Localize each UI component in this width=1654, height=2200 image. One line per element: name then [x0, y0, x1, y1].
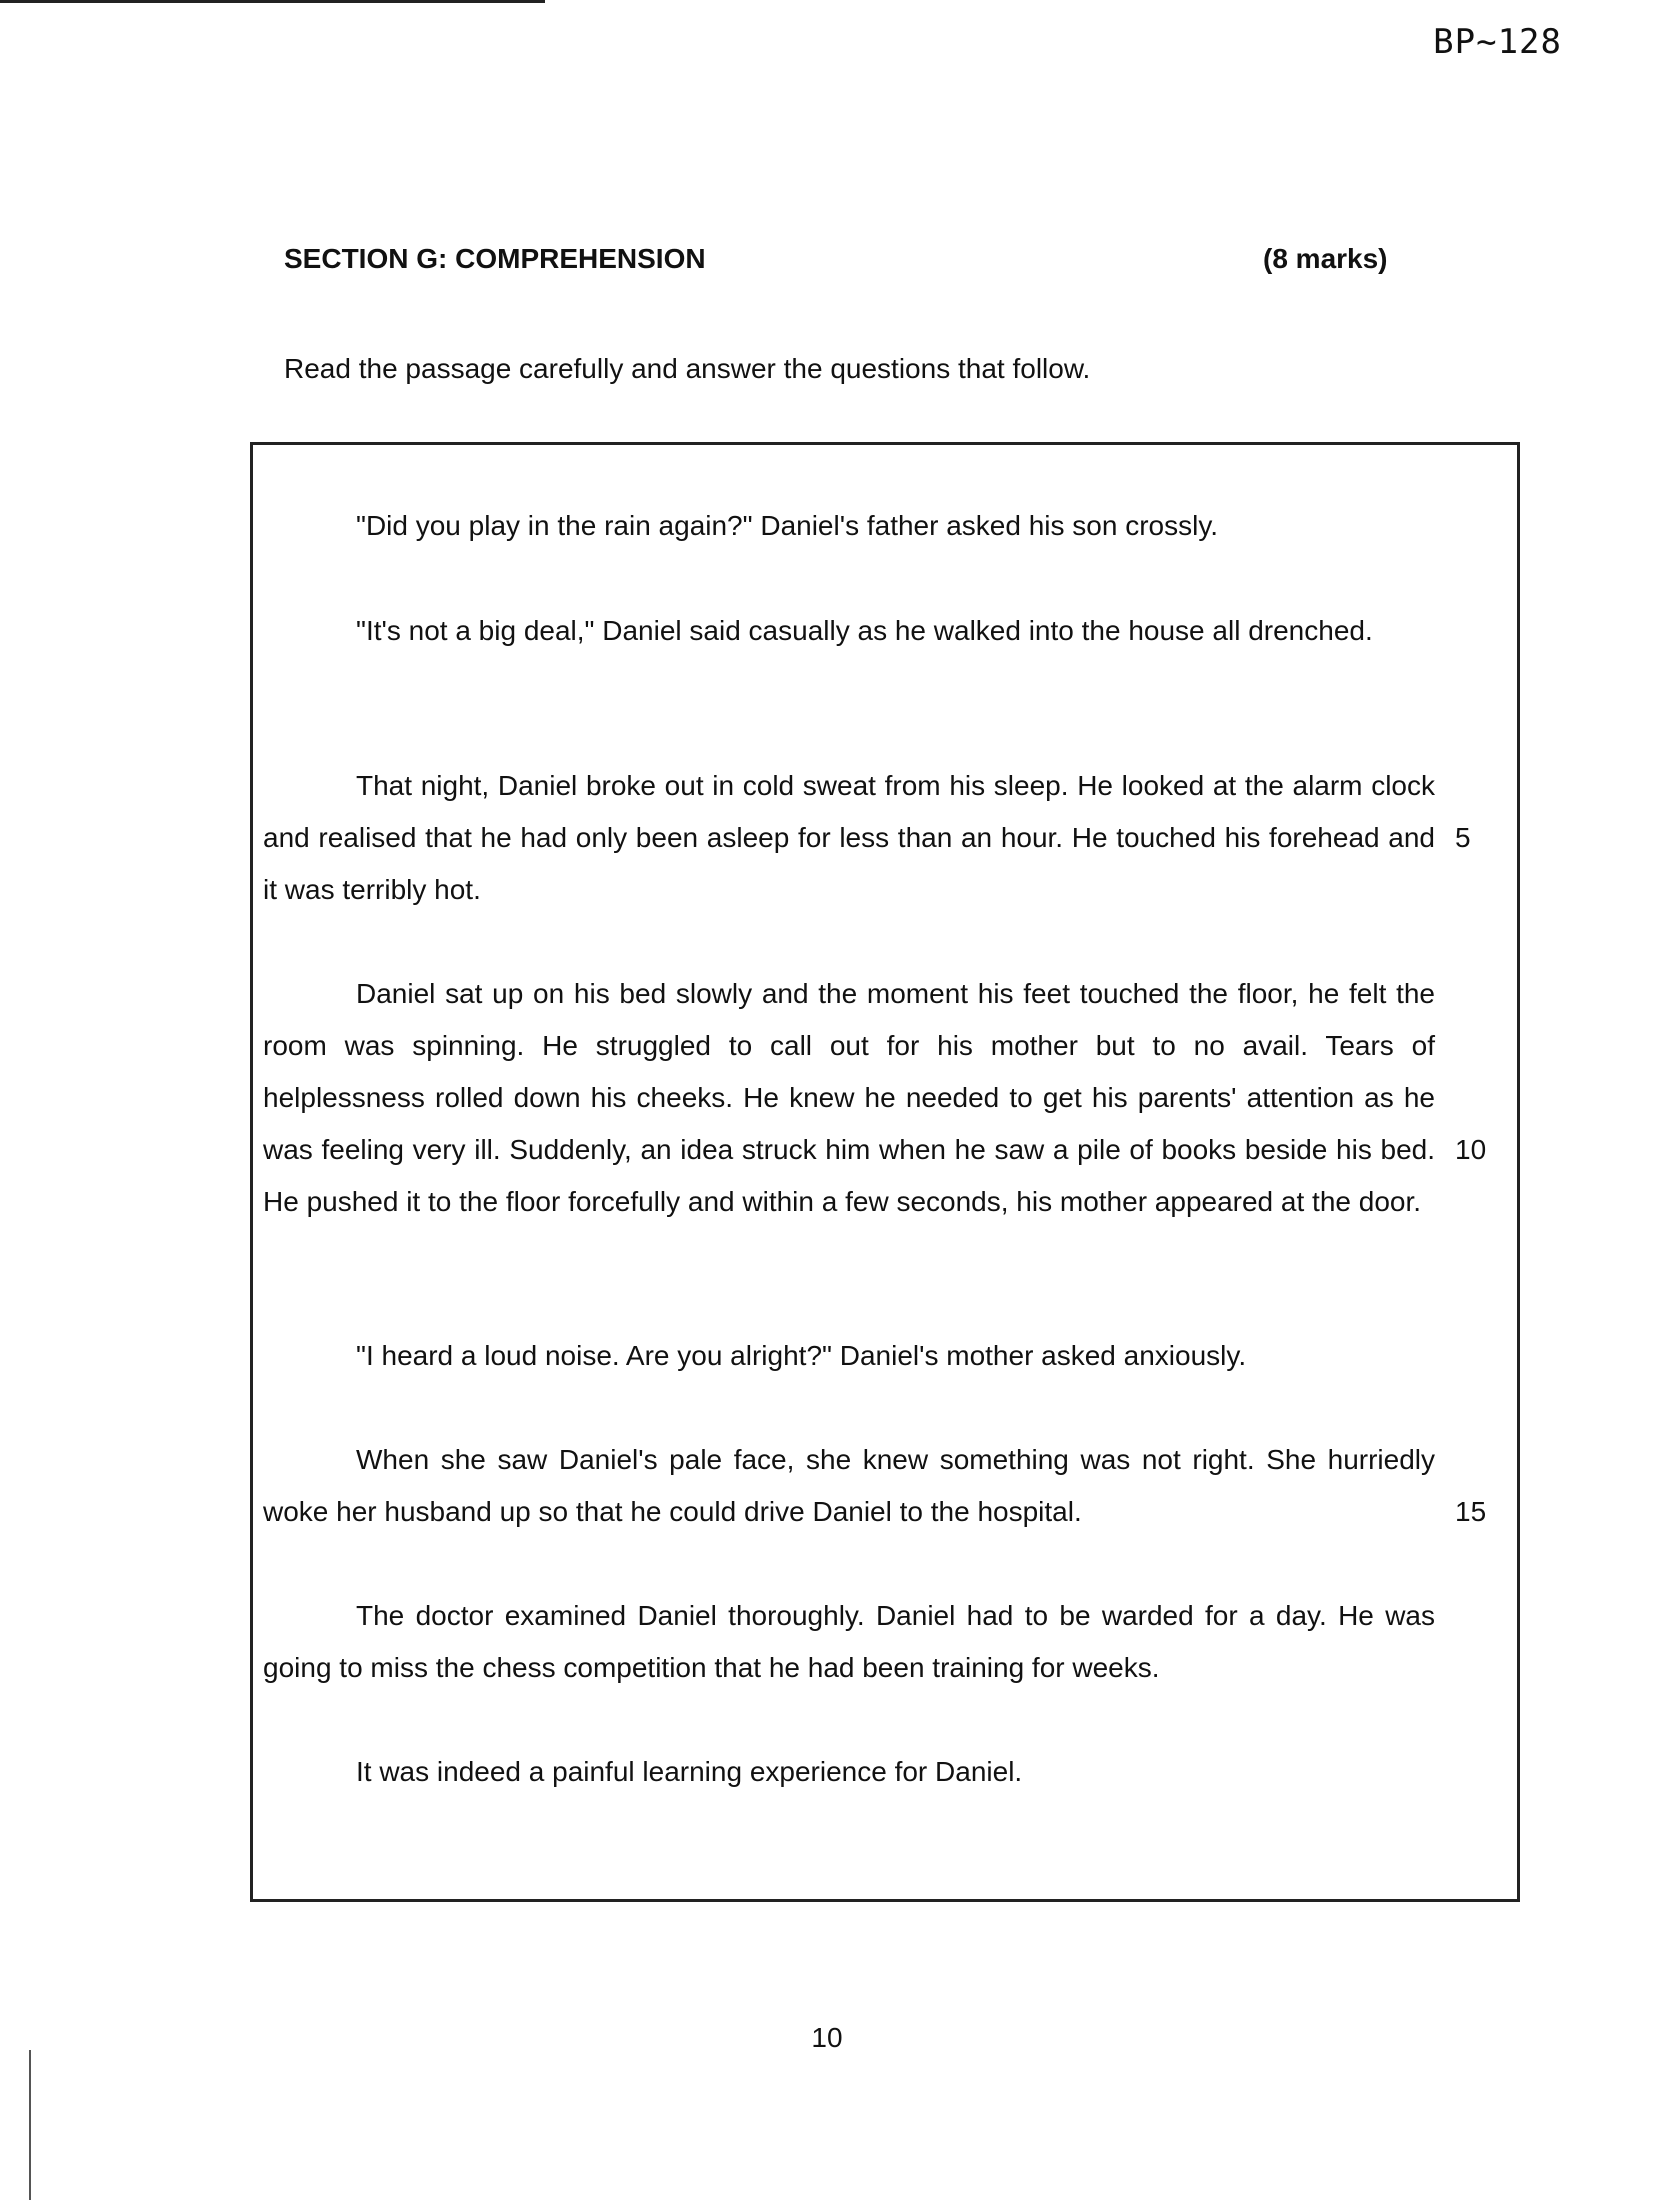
scan-left-edge-line — [29, 2050, 31, 2200]
page-number: 10 — [811, 2022, 843, 2053]
section-marks: (8 marks) — [1263, 243, 1388, 274]
passage-paragraph-8: It was indeed a painful learning experience for Daniel. — [356, 1756, 1023, 1787]
document-code: BP~128 — [1433, 22, 1562, 62]
passage-paragraph-7: The doctor examined Daniel thoroughly. Daniel had to be warded for a day. He was going to miss the chess competition that he had been training for weeks. — [263, 1600, 1435, 1683]
passage-paragraph-1: "Did you play in the rain again?" Daniel's father asked his son crossly. — [356, 510, 1219, 541]
passage-paragraph-3: That night, Daniel broke out in cold sweat from his sleep. He looked at the alarm clock and realised that he had only been asleep for less than an hour. He touched his forehead and it was terribly hot. — [263, 770, 1435, 905]
passage-paragraph-2: "It's not a big deal," Daniel said casually as he walked into the house all drenched. — [356, 615, 1373, 646]
line-number-15: 15 — [1455, 1496, 1487, 1527]
passage-paragraph-5: "I heard a loud noise. Are you alright?" Daniel's mother asked anxiously. — [356, 1340, 1247, 1371]
passage-paragraph-6: When she saw Daniel's pale face, she knew something was not right. She hurriedly woke her husband up so that he could drive Daniel to the hospital. — [263, 1444, 1435, 1527]
line-number-10: 10 — [1455, 1134, 1487, 1165]
line-number-5: 5 — [1455, 822, 1471, 853]
section-title: SECTION G: COMPREHENSION — [284, 243, 706, 274]
passage-paragraph-4: Daniel sat up on his bed slowly and the moment his feet touched the floor, he felt the room was spinning. He struggled to call out for his mother but to no avail. Tears of helplessness rolled down his cheeks. He knew he needed to get his parents' attention as he was feeling very ill. Suddenly, an idea struck him when he saw a pile of books beside his bed. He pushed it to the floor forcefully and within a few seconds, his mother appeared at the door. — [263, 978, 1435, 1217]
scan-top-edge-line — [0, 0, 545, 3]
instruction-text: Read the passage carefully and answer the questions that follow. — [284, 353, 1091, 384]
